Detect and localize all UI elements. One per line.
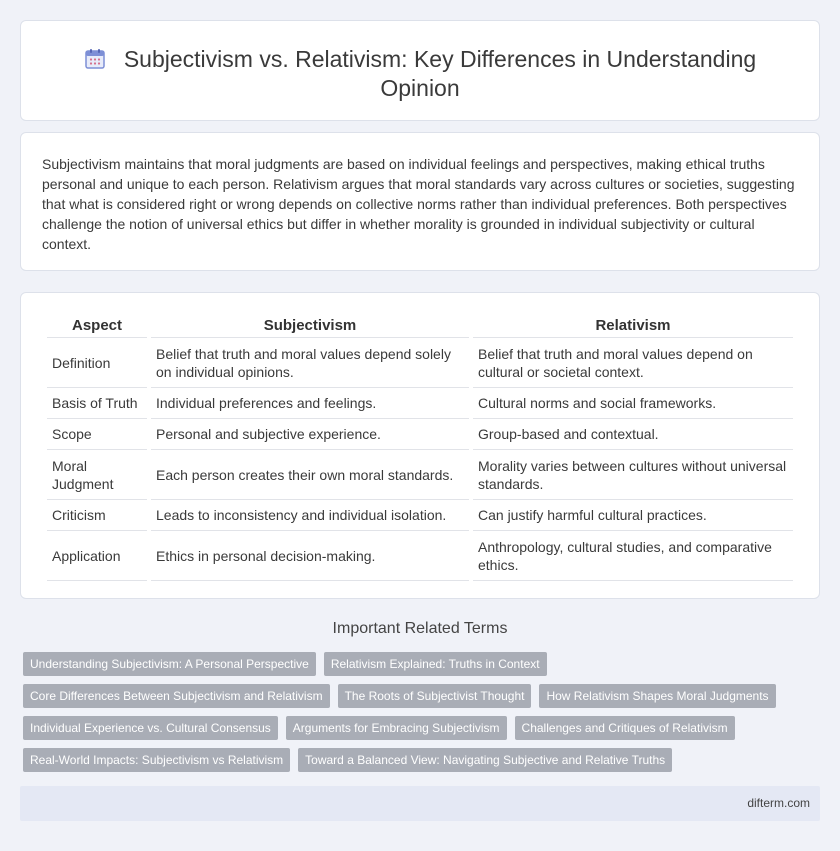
table-row: [47, 388, 793, 419]
footer-site-link[interactable]: difterm.com: [747, 796, 810, 810]
related-term-tag[interactable]: The Roots of Subjectivist Thought: [338, 684, 532, 708]
tag-row: [23, 684, 813, 708]
subjectivism-cell: Belief that truth and moral values depend solely on individual opinions.: [151, 338, 469, 388]
related-term-tag[interactable]: Individual Experience vs. Cultural Consensus: [23, 716, 278, 740]
related-term-tag[interactable]: How Relativism Shapes Moral Judgments: [539, 684, 775, 708]
relativism-cell: Can justify harmful cultural practices.: [473, 500, 793, 531]
relativism-cell: Group-based and contextual.: [473, 419, 793, 450]
related-term-tag[interactable]: Relativism Explained: Truths in Context: [324, 652, 547, 676]
related-term-tag[interactable]: Understanding Subjectivism: A Personal Perspective: [23, 652, 316, 676]
tag-row: [23, 716, 813, 740]
aspect-cell: Moral Judgment: [47, 450, 147, 500]
related-terms-list: [23, 652, 813, 780]
table-row: [47, 531, 793, 581]
page-title-text: Subjectivism vs. Relativism: Key Differences in Understanding Opinion: [123, 46, 757, 101]
footer: [20, 786, 820, 821]
subjectivism-cell: Leads to inconsistency and individual isolation.: [151, 500, 469, 531]
aspect-cell: Basis of Truth: [47, 388, 147, 419]
header: [21, 45, 819, 103]
subjectivism-cell: Ethics in personal decision-making.: [151, 531, 469, 581]
related-terms-heading: Important Related Terms: [332, 620, 508, 637]
relativism-cell: Cultural norms and social frameworks.: [473, 388, 793, 419]
calendar-icon: [84, 48, 106, 70]
comparison-table-card: [20, 292, 820, 599]
intro-card: [20, 132, 820, 271]
subjectivism-cell: Individual preferences and feelings.: [151, 388, 469, 419]
subjectivism-cell: Each person creates their own moral standards.: [151, 450, 469, 500]
intro-paragraph: Subjectivism maintains that moral judgments are based on individual feelings and perspectives, making ethical truths personal and unique to each person. Relativism argues that moral standards vary across cultures or societies, suggesting that what is considered right or wrong depends on collective norms rather than individual preferences. Both perspectives challenge the notion of universal ethics but differ in whether morality is grounded in individual subjectivity or cultural context.: [42, 156, 795, 252]
related-term-tag[interactable]: Core Differences Between Subjectivism and Relativism: [23, 684, 330, 708]
table-row: [47, 500, 793, 531]
related-term-tag[interactable]: Toward a Balanced View: Navigating Subjective and Relative Truths: [298, 748, 672, 772]
page-title: [60, 45, 780, 103]
related-term-tag[interactable]: Challenges and Critiques of Relativism: [515, 716, 735, 740]
table-row: [47, 338, 793, 388]
table-header-row: [47, 313, 793, 338]
header-relativism: Relativism: [473, 313, 793, 338]
header-aspect: Aspect: [47, 313, 147, 338]
aspect-cell: Scope: [47, 419, 147, 450]
aspect-cell: Criticism: [47, 500, 147, 531]
subjectivism-cell: Personal and subjective experience.: [151, 419, 469, 450]
tag-row: [23, 748, 813, 772]
related-term-tag[interactable]: Real-World Impacts: Subjectivism vs Relativism: [23, 748, 290, 772]
relativism-cell: Anthropology, cultural studies, and comparative ethics.: [473, 531, 793, 581]
related-term-tag[interactable]: Arguments for Embracing Subjectivism: [286, 716, 507, 740]
header-card: [20, 20, 820, 121]
aspect-cell: Application: [47, 531, 147, 581]
table-row: [47, 450, 793, 500]
comparison-table: [43, 313, 797, 581]
relativism-cell: Morality varies between cultures without universal standards.: [473, 450, 793, 500]
header-subjectivism: Subjectivism: [151, 313, 469, 338]
aspect-cell: Definition: [47, 338, 147, 388]
tag-row: [23, 652, 813, 676]
table-row: [47, 419, 793, 450]
relativism-cell: Belief that truth and moral values depend on cultural or societal context.: [473, 338, 793, 388]
